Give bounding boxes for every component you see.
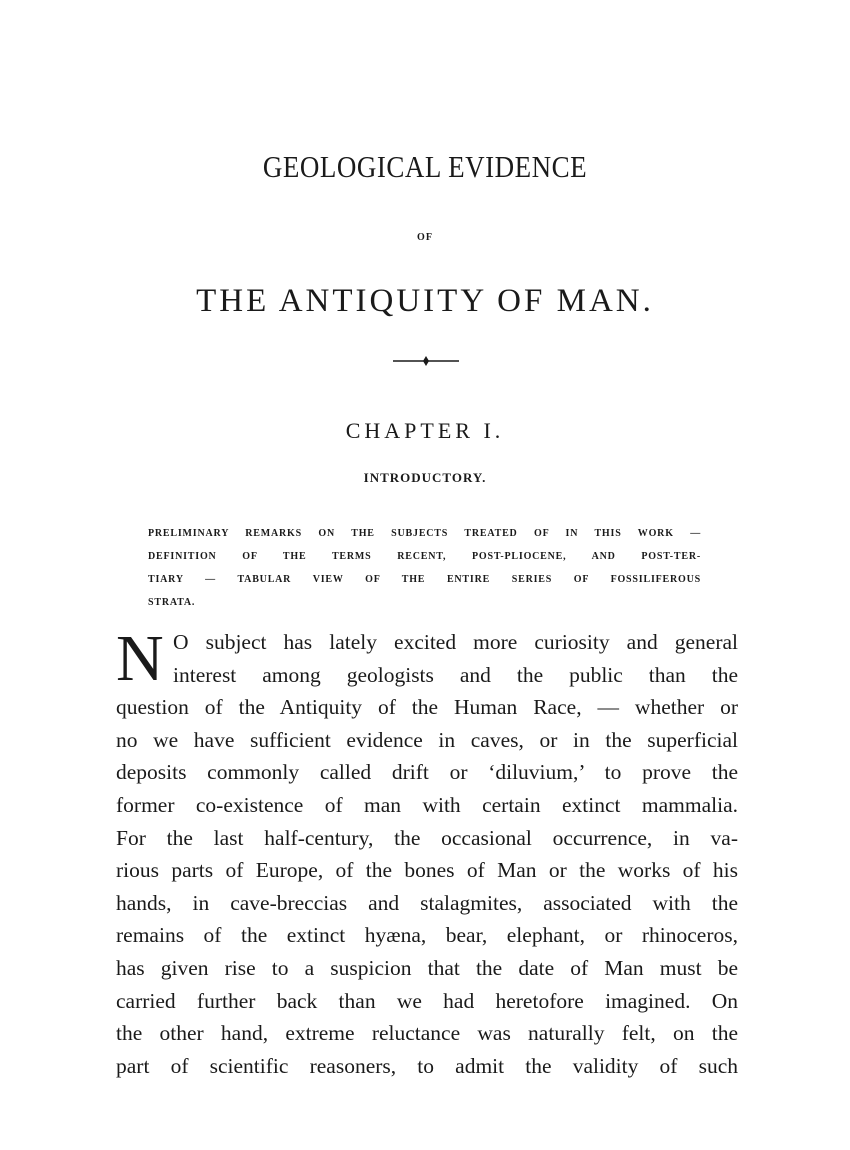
- body-paragraph: [116, 622, 738, 1082]
- body-line: rious parts of Europe, of the bones of Man or the works of his: [116, 858, 738, 883]
- body-line: deposits commonly called drift or ‘diluvium,’ to prove the: [116, 760, 738, 785]
- synopsis-line: TIARY — TABULAR VIEW OF THE ENTIRE SERIES OF FOSSILIFEROUS: [148, 574, 701, 585]
- body-line: has given rise to a suspicion that the date of Man must be: [116, 955, 738, 980]
- book-title-main: THE ANTIQUITY OF MAN.: [196, 283, 654, 319]
- synopsis-line: DEFINITION OF THE TERMS RECENT, POST-PLIOCENE, AND POST-TER-: [148, 551, 701, 562]
- body-line: interest among geologists and the public than the: [173, 662, 738, 687]
- chapter-subtitle: INTRODUCTORY.: [363, 470, 487, 485]
- body-line: carried further back than we had heretofore imagined. On: [116, 988, 738, 1013]
- synopsis-line: PRELIMINARY REMARKS ON THE SUBJECTS TREATED OF IN THIS WORK —: [148, 528, 701, 539]
- book-title-of: OF: [417, 232, 433, 243]
- body-line: no we have sufficient evidence in caves, or in the superficial: [116, 727, 738, 752]
- body-line: remains of the extinct hyæna, bear, elephant, or rhinoceros,: [116, 923, 738, 948]
- chapter-heading: CHAPTER I.: [345, 418, 505, 443]
- body-line: O subject has lately excited more curiosity and general: [173, 630, 738, 654]
- synopsis-line: STRATA.: [148, 597, 196, 608]
- body-line: part of scientific reasoners, to admit the validity of such: [116, 1053, 738, 1078]
- ornament-divider-icon: [393, 356, 459, 366]
- body-line: former co-existence of man with certain extinct mammalia.: [116, 792, 738, 817]
- body-line: question of the Antiquity of the Human Race, — whether or: [116, 695, 738, 720]
- drop-cap: N: [116, 622, 164, 695]
- body-line: hands, in cave-breccias and stalagmites, associated with the: [116, 890, 738, 915]
- body-line: the other hand, extreme reluctance was naturally felt, on the: [116, 1021, 738, 1046]
- book-title-top: GEOLOGICAL EVIDENCE: [262, 150, 588, 184]
- body-line: For the last half-century, the occasional occurrence, in va-: [116, 825, 738, 850]
- chapter-synopsis: [148, 522, 701, 614]
